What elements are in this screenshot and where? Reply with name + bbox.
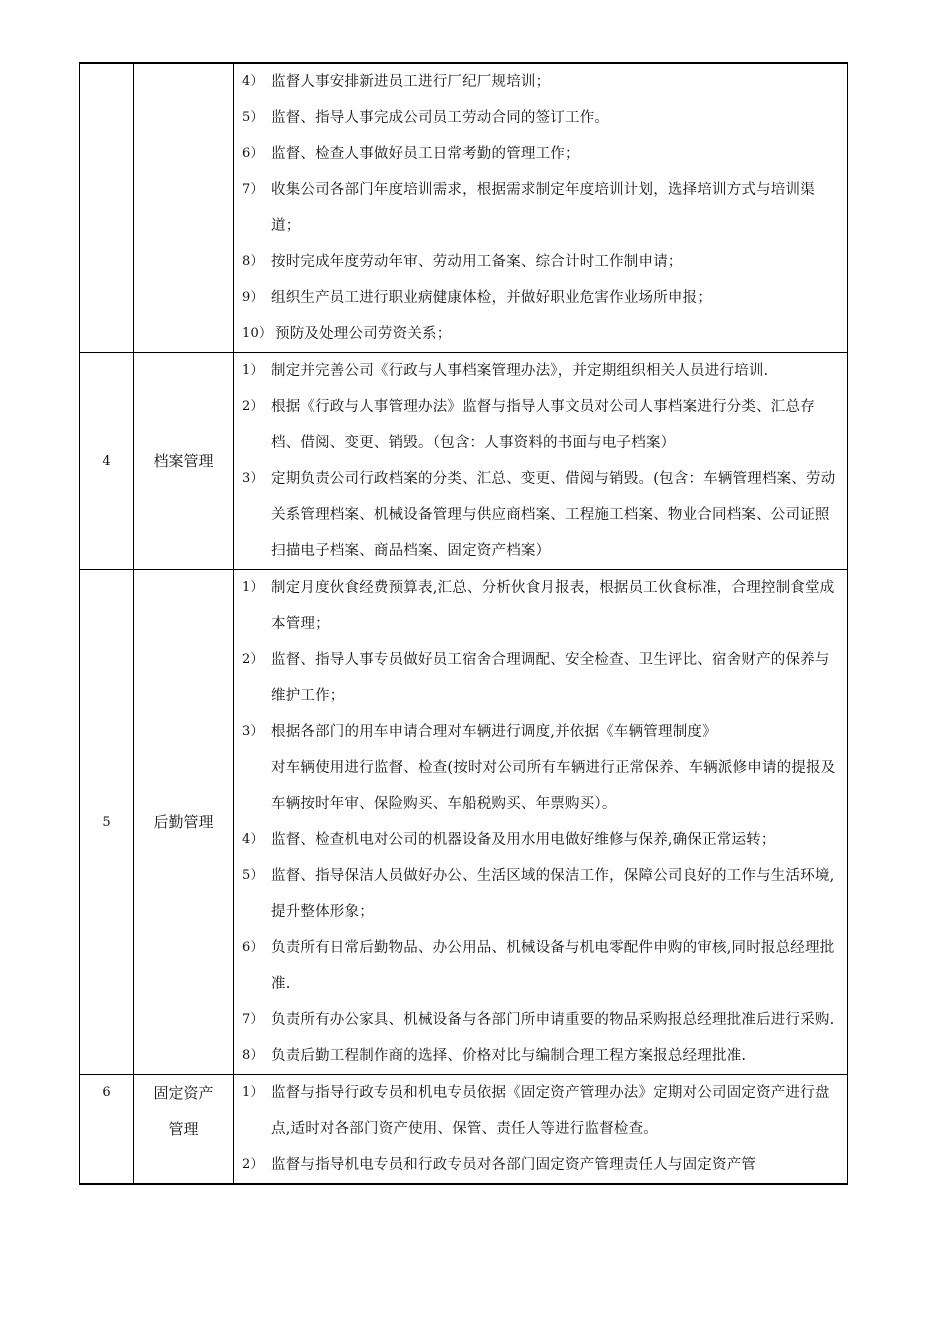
item-number: 5）: [242, 110, 264, 125]
list-item: [242, 930, 839, 1002]
item-text: 监督、检查机电对公司的机器设备及用水用电做好维修与保养,确保正常运转；: [271, 832, 776, 848]
list-item: [242, 1038, 839, 1074]
item-text: 监督、指导人事专员做好员工宿舍合理调配、安全检查、卫生评比、宿舍财产的保养与维护工作；: [271, 652, 830, 704]
row-items: [234, 570, 848, 1075]
list-item: [242, 353, 839, 389]
list-item: [242, 642, 839, 714]
item-text: 定期负责公司行政档案的分类、汇总、变更、借阅与销毁。(包含：车辆管理档案、劳动关系管理档案、机械设备管理与供应商档案、工程施工档案、物业合同档案、公司证照扫描电子档案、商品档案、固定资产档案）: [271, 471, 836, 559]
item-number: 3）: [242, 471, 264, 486]
item-number: 5）: [242, 868, 264, 883]
item-number: 8）: [242, 254, 264, 269]
item-number: 4）: [242, 74, 264, 89]
list-item: [242, 1147, 839, 1183]
item-text: 制定并完善公司《行政与人事档案管理办法》，并定期组织相关人员进行培训.: [271, 363, 769, 379]
item-number: 1）: [242, 363, 264, 378]
list-item: [242, 822, 839, 858]
table-row: [80, 353, 848, 570]
item-number: 10）: [242, 326, 273, 341]
list-item: [242, 389, 839, 461]
list-item: [242, 858, 839, 930]
duty-table: [79, 62, 848, 1185]
item-text: 负责所有日常后勤物品、办公用品、机械设备与机电零配件申购的审核,同时报总经理批准.: [271, 940, 835, 992]
row-number: 6: [80, 1075, 134, 1185]
table-row: [80, 63, 848, 353]
row-category-line: 固定资产: [153, 1084, 214, 1102]
item-number: 7）: [242, 182, 264, 197]
row-category: [134, 63, 234, 353]
table-row: [80, 570, 848, 1075]
item-number: 1）: [242, 1085, 264, 1100]
item-text: 监督人事安排新进员工进行厂纪厂规培训；: [271, 74, 551, 90]
item-number: 8）: [242, 1048, 264, 1063]
row-category-line: 管理: [168, 1120, 199, 1138]
item-text: 按时完成年度劳动年审、劳动用工备案、综合计时工作制申请；: [271, 254, 683, 270]
item-text: 预防及处理公司劳资关系；: [275, 326, 452, 342]
list-item: [242, 136, 839, 172]
item-text: 监督、检查人事做好员工日常考勤的管理工作；: [271, 146, 580, 162]
item-text: 监督与指导机电专员和行政专员对各部门固定资产管理责任人与固定资产管: [271, 1157, 757, 1173]
list-item: [242, 570, 839, 642]
row-items: [234, 353, 848, 570]
item-number: 6）: [242, 146, 264, 161]
item-text: 根据各部门的用车申请合理对车辆进行调度,并依据《车辆管理制度》: [271, 724, 717, 740]
item-number: 2）: [242, 652, 264, 667]
item-text: 根据《行政与人事管理办法》监督与指导人事文员对公司人事档案进行分类、汇总存档、借阅、变更、销毁。（包含：人事资料的书面与电子档案）: [271, 399, 815, 451]
item-number: 9）: [242, 290, 264, 305]
list-item: [242, 64, 839, 100]
row-number: 4: [80, 353, 134, 570]
item-number: 6）: [242, 940, 264, 955]
row-category: 档案管理: [134, 353, 234, 570]
row-category: [134, 1075, 234, 1185]
item-number: 3）: [242, 724, 264, 739]
item-text: 监督、指导保洁人员做好办公、生活区域的保洁工作，保障公司良好的工作与生活环境,提升整体形象；: [271, 868, 835, 920]
item-text: 监督与指导行政专员和机电专员依据《固定资产管理办法》定期对公司固定资产进行盘点,适时对各部门资产使用、保管、责任人等进行监督检查。: [271, 1085, 830, 1137]
item-text: 收集公司各部门年度培训需求，根据需求制定年度培训计划，选择培训方式与培训渠道；: [271, 182, 815, 234]
item-text: 负责所有办公家具、机械设备与各部门所申请重要的物品采购报总经理批准后进行采购.: [271, 1012, 835, 1028]
item-number: 2）: [242, 399, 264, 414]
item-number: 2）: [242, 1157, 264, 1172]
list-item: [242, 461, 839, 569]
item-text: 监督、指导人事完成公司员工劳动合同的签订工作。: [271, 110, 610, 126]
list-item: [242, 280, 839, 316]
row-category: 后勤管理: [134, 570, 234, 1075]
item-number: 4）: [242, 832, 264, 847]
duty-table-page: [79, 62, 848, 1185]
row-items: [234, 1075, 848, 1185]
list-item: [242, 1075, 839, 1147]
item-text: 制定月度伙食经费预算表,汇总、分析伙食月报表，根据员工伙食标准，合理控制食堂成本管理；: [271, 580, 835, 632]
list-item: [242, 244, 839, 280]
table-row: [80, 1075, 848, 1185]
row-items: [234, 63, 848, 353]
list-item: [242, 316, 839, 352]
list-item: [242, 1002, 839, 1038]
item-number: 1）: [242, 580, 264, 595]
list-item: [242, 172, 839, 244]
row-number: 5: [80, 570, 134, 1075]
item-number: 7）: [242, 1012, 264, 1027]
item-text-continued: 对车辆使用进行监督、检查(按时对公司所有车辆进行正常保养、车辆派修申请的提报及车辆按时年审、保险购买、车船税购买、年票购买）。: [271, 760, 836, 812]
row-number: [80, 63, 134, 353]
list-item: [242, 714, 839, 822]
list-item: [242, 100, 839, 136]
item-text: 组织生产员工进行职业病健康体检，并做好职业危害作业场所申报；: [271, 290, 712, 306]
item-text: 负责后勤工程制作商的选择、价格对比与编制合理工程方案报总经理批准.: [271, 1048, 747, 1064]
